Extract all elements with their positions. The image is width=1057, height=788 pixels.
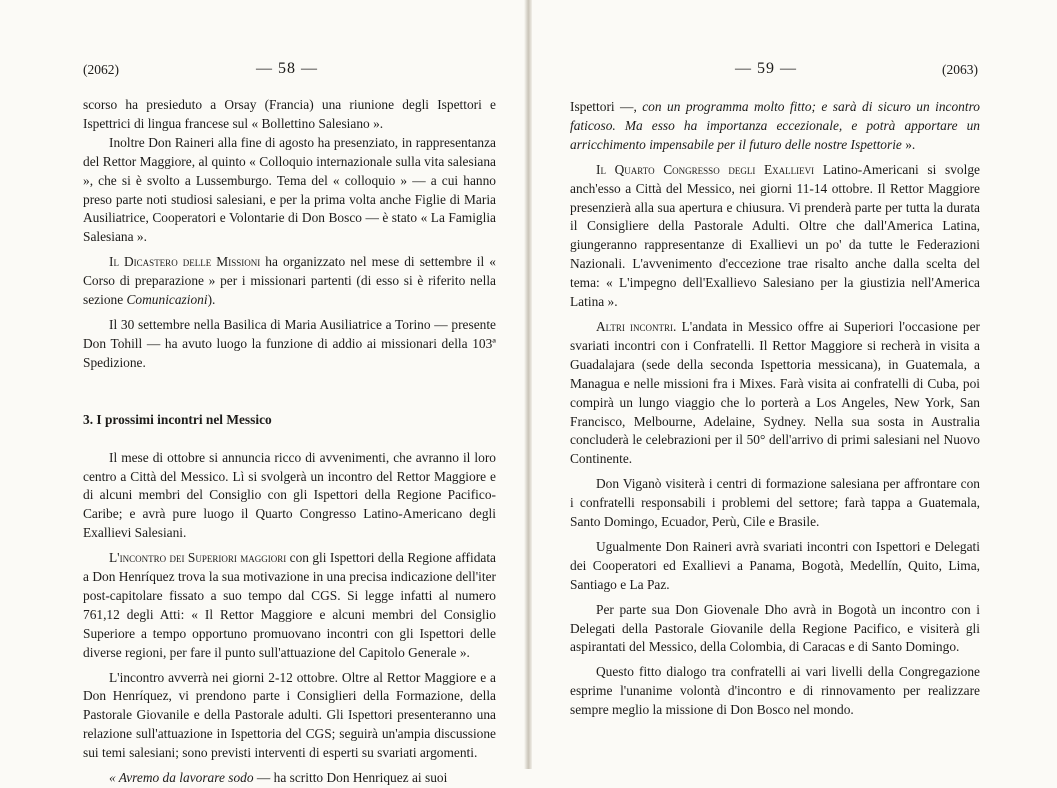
paragraph bbox=[570, 318, 980, 469]
paragraph bbox=[83, 769, 496, 788]
smallcaps-lead: Il Dicastero delle Missioni bbox=[109, 254, 261, 270]
paragraph: Per parte sua Don Giovenale Dho avrà in Bogotà un incontro con i Delegati della Pastorale Giovanile della Regione Pacifico, e visiterà gli aspirantati del Messico, della Colombia, di Caracas e di Santo Domingo. bbox=[570, 601, 980, 655]
italic-text: Comunicazioni bbox=[126, 292, 208, 308]
italic-text: con un programma molto fitto; e sarà di sicuro un incontro faticoso. Ma esso ha importanza eccezionale, e potrà apportare un arricchimento impensabile per il futuro delle nostre Ispettorie bbox=[570, 99, 980, 152]
paragraph: Don Viganò visiterà i centri di formazione salesiana per affrontare con i confratelli responsabili i problemi del settore; farà tappa a Guatemala, Santo Domingo, Ecuador, Perù, Cile e Brasile. bbox=[570, 476, 980, 530]
section-title: 3. I prossimi incontri nel Messico bbox=[83, 411, 272, 427]
left-archive-number: (2062) bbox=[83, 62, 119, 77]
right-page bbox=[530, 0, 1057, 769]
left-page bbox=[0, 0, 527, 786]
paragraph-text: ha organizzato nel mese di settembre il « Corso di preparazione » per i missionari partenti (di esso si è riferito nella sezione bbox=[83, 254, 496, 308]
left-page-number: — 58 — bbox=[256, 60, 318, 77]
smallcaps-lead: L'incontro dei Superiori maggiori bbox=[109, 550, 287, 566]
paragraph-text: — ha scritto Don Henriquez ai suoi bbox=[253, 770, 448, 786]
paragraph: Il 30 settembre nella Basilica di Maria Ausiliatrice a Torino — presente Don Tohill — ha avuto luogo la funzione di addio ai missionari della 103ª Spedizione. bbox=[83, 316, 496, 370]
paragraph bbox=[83, 549, 496, 662]
paragraph: Ugualmente Don Raineri avrà svariati incontri con Ispettori e Delegati dei Cooperatori ed Exallievi a Panama, Bogotà, Medellín, Quito, Lima, Santiago e La Paz. bbox=[570, 538, 980, 592]
right-page-number: — 59 — bbox=[735, 60, 797, 77]
paragraph: L'incontro avverrà nei giorni 2-12 ottobre. Oltre al Rettor Maggiore e a Don Henríquez, vi prendono parte i Consiglieri della Formazione, della Pastorale Giovanile e della Pastorale adulti. Gli Ispettori presenteranno una relazione sull'attuazione in Ispettoria del CGS; seguirà un'ampia discussione sui temi salesiani; sono previsti interventi di esperti su svariati argomenti. bbox=[83, 669, 496, 761]
left-page-body bbox=[83, 96, 496, 788]
smallcaps-lead: Altri incontri. bbox=[596, 318, 677, 334]
paragraph: Questo fitto dialogo tra confratelli ai vari livelli della Congregazione esprime l'unanime volontà d'incontro e di rinnovamento per realizzare sempre meglio la missione di Don Bosco nel mondo. bbox=[570, 664, 980, 718]
right-page-body bbox=[570, 98, 980, 720]
paragraph-text: Latino-Americani si svolge anch'esso a Città del Messico, nei giorni 11-14 ottobre. Il Rettor Maggiore presenzierà alla sua apertura e chiusura. Vi prenderà parte per tutta la durata il Consigliere della Pastorale Adulti. Oltre che dall'America Latina, giungeranno rappresentanze di Exallievi un po' da tutte le Federazioni Nazionali. L'avvenimento d'eccezione trae risalto anche dalla scelta del tema: « L'impegno dell'Exallievo Salesiano per la giustizia nell'America Latina ». bbox=[570, 161, 980, 310]
paragraph-text: con gli Ispettori della Regione affidata a Don Henríquez trova la sua motivazione in una precisa indicazione dell'iter post-capitolare fissato a suo tempo dal CGS. Si legge infatti al numero 761,12 degli Atti: « Il Rettor Maggiore e alcuni membri del Consiglio Superiore a tempo opportuno promuovano incontri con gli Ispettori delle diverse regioni, per fare il punto sull'attuazione del Capitolo Generale ». bbox=[83, 550, 496, 660]
paragraph bbox=[570, 98, 980, 155]
paragraph bbox=[570, 161, 980, 312]
paragraph-text: ». bbox=[901, 136, 916, 152]
paragraph: Il mese di ottobre si annuncia ricco di avvenimenti, che avranno il loro centro a Città del Messico. Lì si svolgerà un incontro del Rettor Maggiore e di alcuni membri del Consiglio con gli Ispettori della Regione Pacifico-Caribe; e avrà pure luogo il Quarto Congresso Latino-Americano degli Exallievi Salesiani. bbox=[83, 449, 496, 541]
paragraph: Inoltre Don Raineri alla fine di agosto ha presenziato, in rappresentanza del Rettor Maggiore, al quinto « Colloquio internazionale sulla vita salesiana », che si è svolto a Lussemburgo. Tema del « colloquio » — a cui hanno preso parte noti studiosi salesiani, e per la prima volta anche Figlie di Maria Ausiliatrice, Cooperatori e Volontarie di Don Bosco — è stato « La Famiglia Salesiana ». bbox=[83, 134, 496, 245]
paragraph: scorso ha presieduto a Orsay (Francia) una riunione degli Ispettori e Ispettrici di lingua francese sul « Bollettino Salesiano ». bbox=[83, 97, 496, 131]
paragraph-text: L'andata in Messico offre ai Superiori l'occasione per svariati incontri con i Confratelli. Il Rettor Maggiore si recherà in visita a Guadalajara (sede della seconda Ispettoria messicana), in Guatemala, a Managua e nelle missioni fra i Mixes. Farà visita ai confratelli di Cuba, poi compirà un lungo viaggio che lo porterà a Los Angeles, New York, San Francisco, Melbourne, Adelaine, Sydney. Nella sua sosta in Australia concluderà le celebrazioni per il 50° dell'arrivo di primi salesiani nel Nuovo Continente. bbox=[570, 318, 980, 467]
italic-text: « Avremo da lavorare sodo bbox=[109, 770, 254, 786]
paragraph bbox=[83, 253, 496, 310]
smallcaps-lead: Il Quarto Congresso degli Exallievi bbox=[596, 161, 815, 177]
paragraph-text: Ispettori —, bbox=[570, 99, 643, 114]
paragraph-text: ). bbox=[207, 292, 216, 308]
right-archive-number: (2063) bbox=[942, 62, 978, 77]
